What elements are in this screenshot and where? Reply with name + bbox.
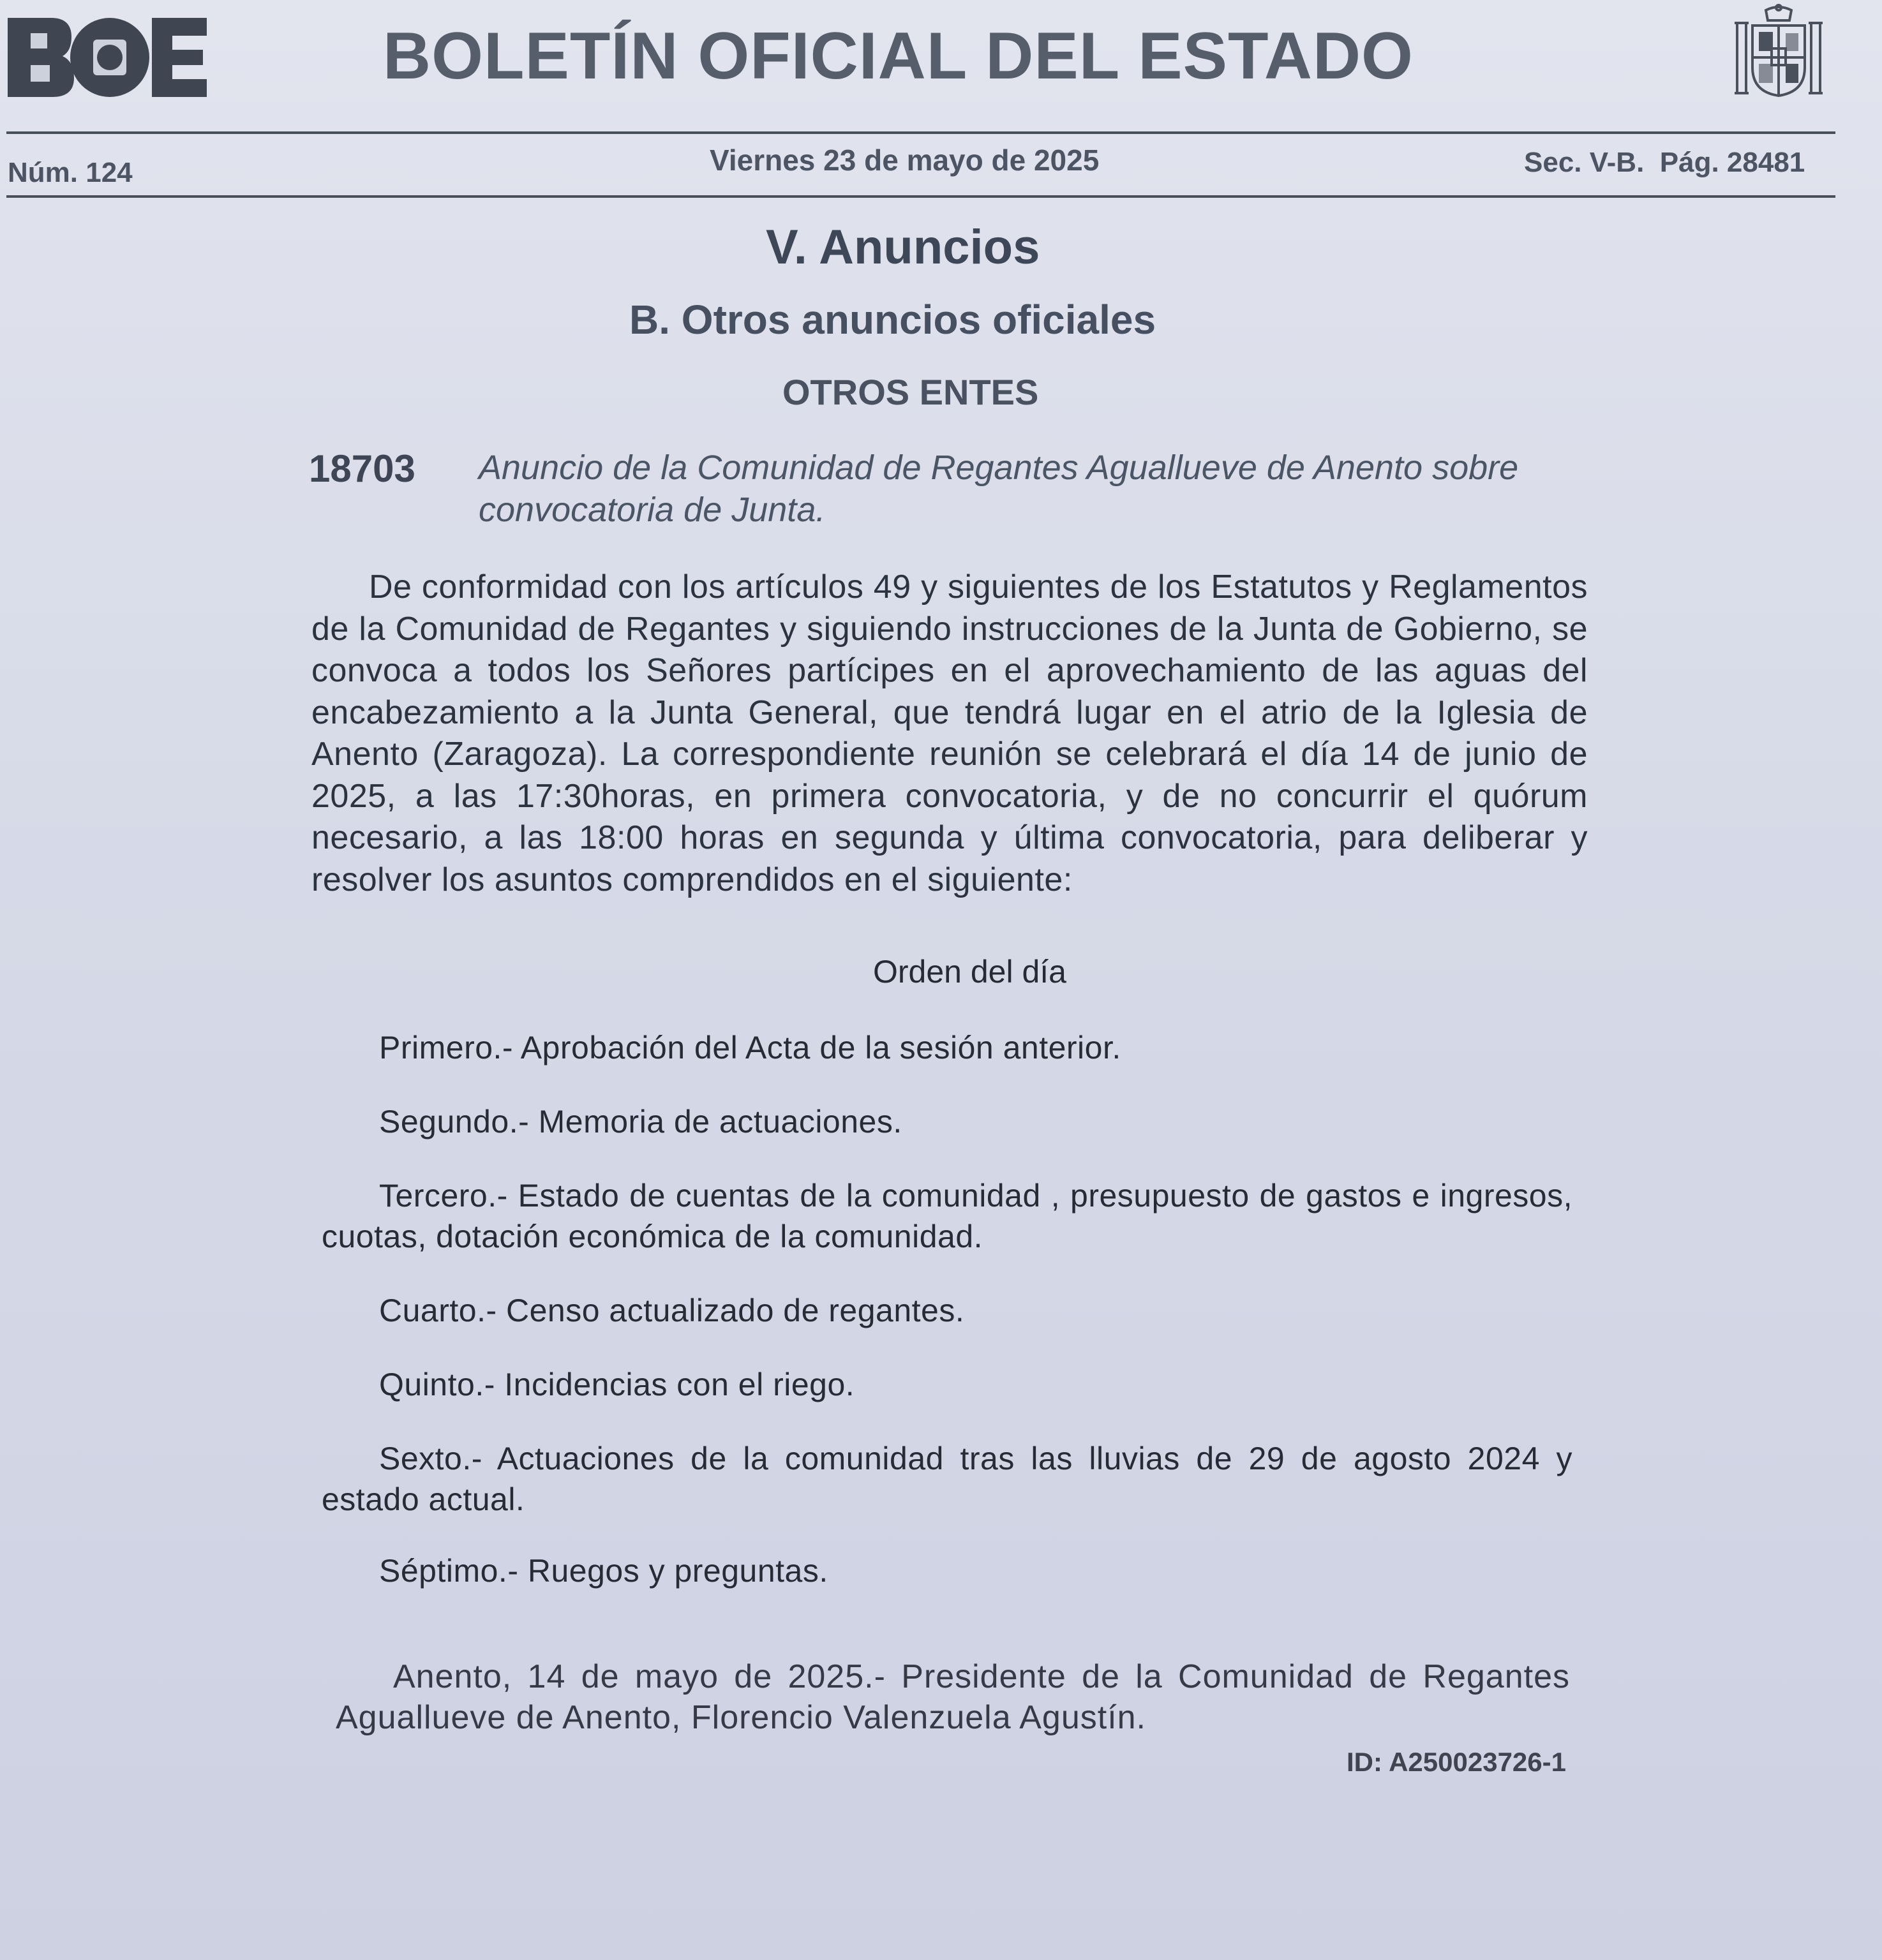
agenda-item: Primero.- Aprobación del Acta de la sesión anterior. <box>379 1030 1121 1065</box>
document-id: ID: A250023726-1 <box>1347 1747 1566 1777</box>
agenda-item: Séptimo.- Ruegos y preguntas. <box>379 1553 828 1589</box>
agenda-item: Segundo.- Memoria de actuaciones. <box>379 1104 902 1140</box>
header-rule-bottom <box>6 195 1835 198</box>
announcement-title: Anuncio de la Comunidad de Regantes Aguallueve de Anento sobre convocatoria de Junta. <box>479 449 1519 529</box>
section-page: Sec. V-B. Pág. 28481 <box>1524 147 1805 178</box>
agenda-item: Quinto.- Incidencias con el riego. <box>379 1367 855 1402</box>
header-rule-top <box>6 131 1835 134</box>
signature: Anento, 14 de mayo de 2025.- Presidente de la Comunidad de Regantes Aguallueve de Anento, Florencio Valenzuela Agustín. <box>336 1658 1570 1736</box>
announcement-number: 18703 <box>309 447 415 490</box>
agenda-item: Tercero.- Estado de cuentas de la comunidad , presupuesto de gastos e ingresos, cuotas, dotación económica de la comunidad. <box>322 1178 1572 1254</box>
agenda-title: Orden del día <box>873 954 1066 990</box>
issue-date: Viernes 23 de mayo de 2025 <box>710 144 1100 177</box>
coat-of-arms-icon <box>1731 4 1826 98</box>
boe-logo <box>5 14 209 101</box>
section-title: V. Anuncios <box>766 220 1040 274</box>
section-subtitle: B. Otros anuncios oficiales <box>629 297 1156 343</box>
section-category: OTROS ENTES <box>782 372 1039 412</box>
issue-number: Núm. 124 <box>8 157 133 188</box>
agenda-item: Sexto.- Actuaciones de la comunidad tras las lluvias de 29 de agosto 2024 y estado actual. <box>322 1441 1572 1517</box>
announcement-body: De conformidad con los artículos 49 y siguientes de los Estatutos y Reglamentos de la Comunidad de Regantes y siguiendo instrucciones de la Junta de Gobierno, se convoca a todos los Señores partícipes en el aprovechamiento de las aguas del encabezamiento a la Junta General, que tendrá lugar en el atrio de la Iglesia de Anento (Zaragoza). La correspondiente reunión se celebrará el día 14 de junio de 2025, a las 17:30horas, en primera convocatoria, y de no concurrir el quórum necesario, a las 18:00 horas en segunda y última convocatoria, para deliberar y resolver los asuntos comprendidos en el siguiente: <box>311 568 1588 898</box>
agenda-item: Cuarto.- Censo actualizado de regantes. <box>379 1293 965 1328</box>
publication-title: BOLETÍN OFICIAL DEL ESTADO <box>383 19 1414 93</box>
